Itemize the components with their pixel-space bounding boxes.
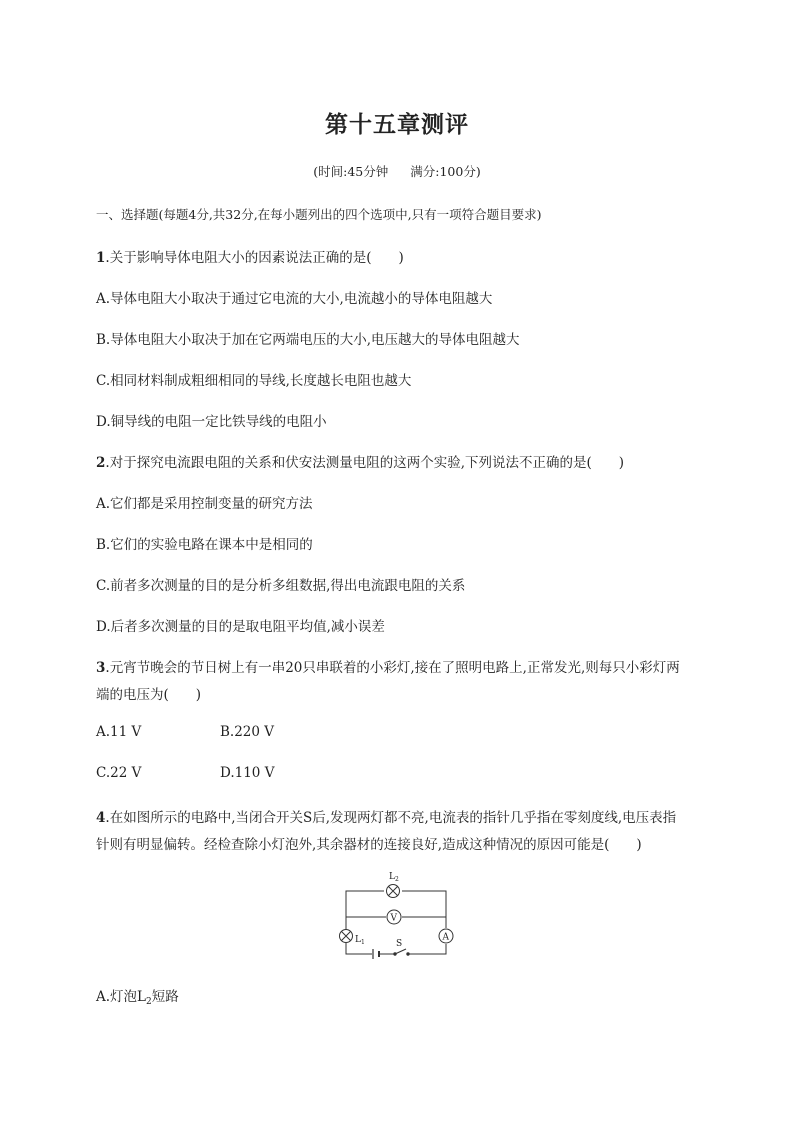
battery-icon xyxy=(373,949,379,959)
section-heading: 一、选择题(每题4分,共32分,在每小题列出的四个选项中,只有一项符合题目要求) xyxy=(96,207,542,222)
question-number: 3 xyxy=(96,660,106,676)
q2-option-a: A.它们都是采用控制变量的研究方法 xyxy=(96,496,313,512)
q1-option-d: D.铜导线的电阻一定比铁导线的电阻小 xyxy=(96,414,327,430)
question-number: 2 xyxy=(96,455,106,471)
wire-top-right xyxy=(402,891,446,928)
q4-option-a-text-end: 短路 xyxy=(151,989,179,1005)
switch-icon xyxy=(394,949,409,955)
question-text: .在如图所示的电路中,当闭合开关S后,发现两灯都不亮,电流表的指针几乎指在零刻度线,电压表指 xyxy=(105,810,677,826)
q1-option-c: C.相同材料制成粗细相同的导线,长度越长电阻也越大 xyxy=(96,373,412,389)
label-a: A xyxy=(442,932,449,943)
q3-option-a: A.11 V xyxy=(96,724,142,740)
exam-score: 满分:100分) xyxy=(410,164,481,179)
label-s: S xyxy=(396,939,403,949)
wire-bottom-right xyxy=(408,944,446,954)
lamp-l1-icon xyxy=(340,930,353,943)
wire-top-left xyxy=(346,891,384,935)
question-3-stem-cont: 端的电压为( ) xyxy=(96,687,202,703)
question-2-stem xyxy=(96,451,624,471)
q2-option-c: C.前者多次测量的目的是分析多组数据,得出电流跟电阻的关系 xyxy=(96,578,466,594)
question-1-stem xyxy=(96,246,404,266)
question-4-stem-cont: 针则有明显偏转。经检查除小灯泡外,其余器材的连接良好,造成这种情况的原因可能是( ) xyxy=(96,837,642,853)
q4-option-a-text: A.灯泡L xyxy=(96,989,147,1005)
question-number: 4 xyxy=(96,810,106,826)
question-number: 1 xyxy=(96,250,106,266)
label-l2: $L_2$ xyxy=(389,872,399,883)
question-4-stem xyxy=(96,806,676,826)
exam-time: (时间:45分钟 xyxy=(313,164,389,179)
lamp-l2-icon xyxy=(387,885,400,898)
q3-option-b: B.220 V xyxy=(220,724,275,740)
question-text: .关于影响导体电阻大小的因素说法正确的是( ) xyxy=(105,250,404,266)
q3-option-d: D.110 V xyxy=(220,765,275,781)
q2-option-b: B.它们的实验电路在课本中是相同的 xyxy=(96,537,313,553)
q3-option-row-2 xyxy=(96,765,275,781)
circuit-diagram xyxy=(336,870,460,962)
q2-option-d: D.后者多次测量的目的是取电阻平均值,减小误差 xyxy=(96,619,385,635)
q3-option-row-1 xyxy=(96,724,275,740)
q1-option-a: A.导体电阻大小取决于通过它电流的大小,电流越小的导体电阻越大 xyxy=(96,291,493,307)
label-l1: $L_1$ xyxy=(355,935,365,946)
label-v: V xyxy=(390,913,397,924)
page-title: 第十五章测评 xyxy=(325,111,469,138)
exam-info xyxy=(0,162,794,180)
q3-option-c: C.22 V xyxy=(96,765,142,781)
q4-option-a-subscript: 2 xyxy=(146,997,152,1007)
question-text: .对于探究电流跟电阻的关系和伏安法测量电阻的这两个实验,下列说法不正确的是( ) xyxy=(105,455,625,471)
q4-option-a xyxy=(96,985,179,1007)
question-3-stem xyxy=(96,656,680,676)
q1-option-b: B.导体电阻大小取决于加在它两端电压的大小,电压越大的导体电阻越大 xyxy=(96,332,520,348)
question-text: .元宵节晚会的节日树上有一串20只串联着的小彩灯,接在了照明电路上,正常发光,则每只小彩灯两 xyxy=(105,660,680,676)
